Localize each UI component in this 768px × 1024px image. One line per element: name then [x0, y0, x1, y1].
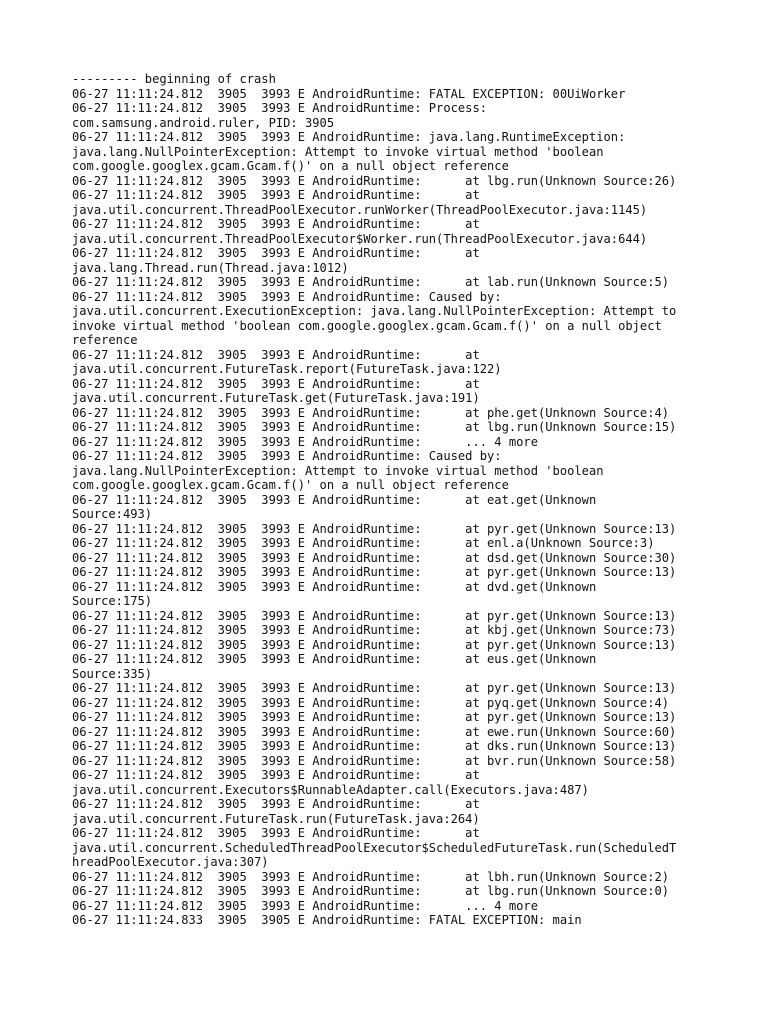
- log-line: java.lang.NullPointerException: Attempt to invoke virtual method 'boolean: [72, 463, 604, 478]
- log-line: 06-27 11:11:24.812 3905 3993 E AndroidRuntime: at eus.get(Unknown: [72, 652, 597, 666]
- log-line: 06-27 11:11:24.812 3905 3993 E AndroidRuntime: at bvr.run(Unknown Source:58): [72, 753, 677, 768]
- log-line: java.lang.NullPointerException: Attempt to invoke virtual method 'boolean: [72, 144, 604, 159]
- log-line: java.util.concurrent.Executors$RunnableAdapter.call(Executors.java:487): [72, 782, 589, 797]
- log-line: 06-27 11:11:24.812 3905 3993 E AndroidRuntime: at pyr.get(Unknown Source:13): [72, 521, 677, 536]
- log-line: invoke virtual method 'boolean com.google.googlex.gcam.Gcam.f()' on a null object: [72, 318, 662, 333]
- log-line: 06-27 11:11:24.812 3905 3993 E AndroidRuntime: at: [72, 797, 480, 811]
- log-line: java.lang.Thread.run(Thread.java:1012): [72, 260, 349, 275]
- log-line: 06-27 11:11:24.812 3905 3993 E AndroidRuntime: at ewe.run(Unknown Source:60): [72, 724, 677, 739]
- log-line: java.util.concurrent.FutureTask.report(FutureTask.java:122): [72, 362, 502, 376]
- log-line: 06-27 11:11:24.812 3905 3993 E AndroidRuntime: at dsd.get(Unknown Source:30): [72, 550, 677, 565]
- log-line: --------- beginning of crash: [72, 72, 276, 86]
- log-line: hreadPoolExecutor.java:307): [72, 855, 269, 869]
- log-line: 06-27 11:11:24.812 3905 3993 E AndroidRuntime: at phe.get(Unknown Source:4): [72, 405, 670, 420]
- log-line: 06-27 11:11:24.812 3905 3993 E AndroidRuntime: FATAL EXCEPTION: 00UiWorker: [72, 86, 626, 101]
- log-line: java.util.concurrent.FutureTask.run(FutureTask.java:264): [72, 811, 480, 826]
- log-line: 06-27 11:11:24.812 3905 3993 E AndroidRuntime: at dvd.get(Unknown: [72, 579, 597, 594]
- log-line: 06-27 11:11:24.812 3905 3993 E AndroidRuntime: java.lang.RuntimeException:: [72, 130, 626, 144]
- log-line: 06-27 11:11:24.812 3905 3993 E AndroidRuntime: at pyr.get(Unknown Source:13): [72, 681, 677, 695]
- log-line: java.util.concurrent.ThreadPoolExecutor$Worker.run(ThreadPoolExecutor.java:644): [72, 231, 648, 246]
- log-line: 06-27 11:11:24.812 3905 3993 E AndroidRuntime: at lbg.run(Unknown Source:0): [72, 884, 670, 898]
- log-line: Source:493): [72, 507, 153, 521]
- crash-log-document: [72, 72, 712, 928]
- log-line: 06-27 11:11:24.812 3905 3993 E AndroidRuntime: ... 4 more: [72, 434, 538, 449]
- log-line: 06-27 11:11:24.812 3905 3993 E AndroidRuntime: at: [72, 347, 480, 362]
- log-line: Source:175): [72, 594, 153, 608]
- log-line: 06-27 11:11:24.812 3905 3993 E AndroidRuntime: at lbg.run(Unknown Source:26): [72, 173, 677, 188]
- log-line: 06-27 11:11:24.812 3905 3993 E AndroidRuntime: Caused by:: [72, 289, 502, 304]
- log-line: 06-27 11:11:24.833 3905 3905 E AndroidRuntime: FATAL EXCEPTION: main: [72, 913, 582, 927]
- log-line: 06-27 11:11:24.812 3905 3993 E AndroidRuntime: at pyr.get(Unknown Source:13): [72, 608, 677, 623]
- log-line: 06-27 11:11:24.812 3905 3993 E AndroidRuntime: at enl.a(Unknown Source:3): [72, 536, 655, 550]
- log-line: reference: [72, 333, 138, 347]
- log-line: 06-27 11:11:24.812 3905 3993 E AndroidRuntime: at lbh.run(Unknown Source:2): [72, 869, 670, 884]
- log-line: 06-27 11:11:24.812 3905 3993 E AndroidRuntime: ... 4 more: [72, 898, 538, 913]
- log-line: com.google.googlex.gcam.Gcam.f()' on a null object reference: [72, 159, 509, 173]
- log-line: com.samsung.android.ruler, PID: 3905: [72, 115, 335, 130]
- log-line: 06-27 11:11:24.812 3905 3993 E AndroidRuntime: Caused by:: [72, 449, 502, 463]
- log-line: java.util.concurrent.ThreadPoolExecutor.runWorker(ThreadPoolExecutor.java:1145): [72, 202, 648, 217]
- log-line: 06-27 11:11:24.812 3905 3993 E AndroidRuntime: at pyq.get(Unknown Source:4): [72, 695, 670, 710]
- log-line: 06-27 11:11:24.812 3905 3993 E AndroidRuntime: at: [72, 768, 480, 782]
- log-line: java.util.concurrent.FutureTask.get(FutureTask.java:191): [72, 391, 480, 405]
- log-line: 06-27 11:11:24.812 3905 3993 E AndroidRuntime: at pyr.get(Unknown Source:13): [72, 565, 677, 579]
- log-line: 06-27 11:11:24.812 3905 3993 E AndroidRuntime: at lab.run(Unknown Source:5): [72, 275, 670, 289]
- log-line: 06-27 11:11:24.812 3905 3993 E AndroidRuntime: at lbg.run(Unknown Source:15): [72, 420, 677, 434]
- log-line: 06-27 11:11:24.812 3905 3993 E AndroidRuntime: at: [72, 188, 480, 202]
- log-line: 06-27 11:11:24.812 3905 3993 E AndroidRuntime: at pyr.get(Unknown Source:13): [72, 710, 677, 724]
- log-line: 06-27 11:11:24.812 3905 3993 E AndroidRuntime: at: [72, 217, 480, 231]
- log-line: 06-27 11:11:24.812 3905 3993 E AndroidRuntime: at: [72, 376, 480, 391]
- log-line: 06-27 11:11:24.812 3905 3993 E AndroidRuntime: at: [72, 826, 480, 840]
- log-line: 06-27 11:11:24.812 3905 3993 E AndroidRuntime: at: [72, 246, 480, 260]
- log-line: com.google.googlex.gcam.Gcam.f()' on a null object reference: [72, 478, 509, 492]
- log-line: 06-27 11:11:24.812 3905 3993 E AndroidRuntime: at kbj.get(Unknown Source:73): [72, 623, 677, 637]
- log-line: 06-27 11:11:24.812 3905 3993 E AndroidRuntime: Process:: [72, 101, 488, 115]
- log-line: Source:335): [72, 666, 153, 681]
- log-line: java.util.concurrent.ExecutionException: java.lang.NullPointerException: Attempt to: [72, 304, 677, 318]
- log-line: 06-27 11:11:24.812 3905 3993 E AndroidRuntime: at pyr.get(Unknown Source:13): [72, 637, 677, 652]
- log-line: 06-27 11:11:24.812 3905 3993 E AndroidRuntime: at eat.get(Unknown: [72, 492, 597, 507]
- log-line: 06-27 11:11:24.812 3905 3993 E AndroidRuntime: at dks.run(Unknown Source:13): [72, 739, 677, 753]
- log-line: java.util.concurrent.ScheduledThreadPoolExecutor$ScheduledFutureTask.run(ScheduledT: [72, 840, 677, 855]
